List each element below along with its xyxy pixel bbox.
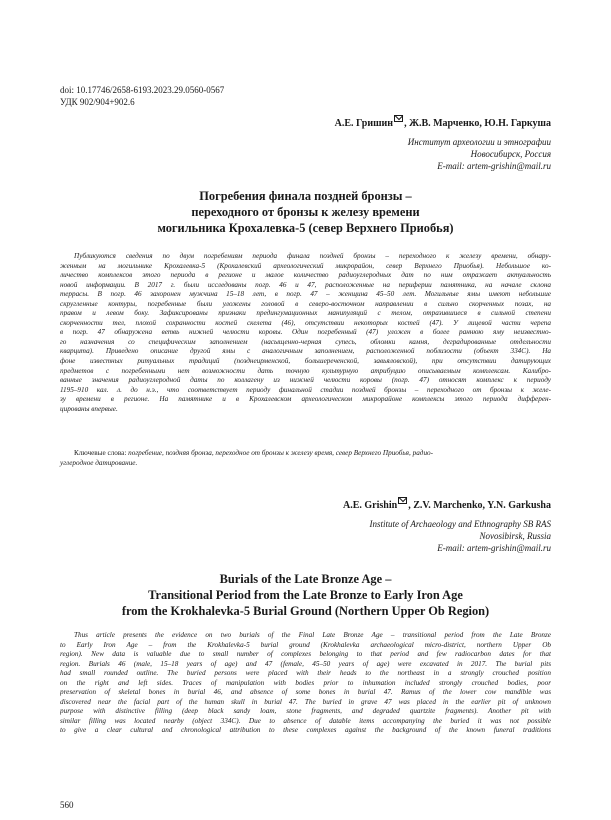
en-title <box>60 571 551 619</box>
article-metadata <box>60 84 224 108</box>
ru-abstract-line: фоне известных ритуальных традиций (позднеирменской, большереченской, завьяловской), при отсутствии датирующих <box>60 357 551 366</box>
ru-abstract-line: личество комплексов этого периода в регионе и малое количество радиоуглеродных дат по ним отражает актуальность <box>60 271 551 280</box>
ru-abstract-line: новой информации. В 2017 г. были исследованы погр. 46 и 47, расположенные на периферии памятника, на начале склона <box>60 280 551 289</box>
ru-abstract-line: женным на могильнике Крохалевка-5 (Крохалевский археологический микрорайон, север Верхнего Приобья). Небольшое ко- <box>60 261 551 270</box>
ru-abstract-line: террасы. В погр. 46 захоронен мужчина 15–18 лет, в погр. 47 – женщина 45–50 лет. Могильные ямы имеют небольшие <box>60 290 551 299</box>
ru-abstract-line: зу времени в регионе. На памятнике и в Крохалевском археологическом микрорайоне комплексы этого периода дифферен- <box>60 395 551 404</box>
ru-title-line: могильника Крохалевка-5 (север Верхнего Приобья) <box>157 221 454 235</box>
en-abstract-line: discovered near the facial part of the human skull in burial 47. The buried in grave 47 was placed in the earlier pit of unknown <box>60 697 551 706</box>
ru-abstract-line: ванные значения радиоуглеродной даты по коллагену из нижней челюсти коровы (погр. 47) относят комплекс к периоду <box>60 376 551 385</box>
ru-lead-author: А.Е. Гришин <box>334 118 394 129</box>
ru-abstract-line: скорченности тел, плохой сохранности костей скелета (46), отсутствии некоторых костей (47). У лицевой части черепа <box>60 318 551 327</box>
email-envelope-icon[interactable] <box>398 497 407 504</box>
ru-abstract-line: Публикуются сведения по двум погребениям периода финала поздней бронзы – переходного к железу времени, обнару- <box>74 252 551 260</box>
en-abstract-line: preservation of skeletal bones in burial 46, and absence of some bones in burial 47. Ramus of the lower cow mandible was <box>60 688 551 697</box>
en-abstract-line: to Early Iron Age – from the Krokhalevka-5 burial ground (Krokhalevka archaeological micro-district, northern Upper Ob <box>60 640 551 649</box>
en-city: Novosibirsk, Russia <box>479 531 551 541</box>
ru-keywords-line <box>60 449 551 459</box>
ru-keywords <box>60 449 551 468</box>
ru-title-line: переходного от бронзы к железу времени <box>191 205 420 219</box>
ru-affiliation <box>408 136 551 172</box>
ru-abstract-line: в погр. 47 обнаружена ветвь нижней челюсти коровы. Один погребенный (47) уложен в более раннюю яму неизвестно- <box>60 328 551 337</box>
ru-email[interactable]: E-mail: artem-grishin@mail.ru <box>437 161 551 171</box>
ru-abstract-line: скругленные контуры, погребенные были уложены головой в северо-восточном направлении в сильно скорченных позах, на <box>60 299 551 308</box>
en-abstract-line: region. Burials 46 (male, 15–18 years of age) and 47 (female, 45–50 years of age) were excavated in 2017. The burial pits <box>60 659 551 668</box>
en-abstract-line: had small rounded outline. The buried persons were placed with their heads to the northeast in a strongly crouched position <box>60 669 551 678</box>
en-email[interactable]: E-mail: artem-grishin@mail.ru <box>437 543 551 553</box>
doi[interactable]: doi: 10.17746/2658-6193.2023.29.0560-0567 <box>60 85 225 95</box>
ru-abstract-line: правом и левом боку. Зафиксированы признаки предингумационных манипуляций с телом, отразившиеся в сильной степени <box>60 309 551 318</box>
udk-code: УДК 902/904+902.6 <box>60 97 135 107</box>
ru-abstract-line: 1195–910 кал. л. до н.э., что соответствует периоду финальной стадии поздней бронзы – переходного от бронзы к желе- <box>60 385 551 394</box>
ru-authors <box>335 118 551 129</box>
en-abstract-line: on the right and left sides. Traces of manipulation with bodies prior to inhumation included strongly crouched bodies, poor <box>60 678 551 687</box>
en-abstract-line: to give a clear cultural and chronological attribution to these complexes against the background of the known funeral traditions <box>60 726 551 735</box>
en-abstract-line: region). New data is valuable due to small number of complexes belonging to that period and few radiocarbon dates for that <box>60 650 551 659</box>
ru-keywords-line <box>60 459 551 469</box>
en-authors <box>343 500 551 511</box>
en-title-line: Burials of the Late Bronze Age – <box>219 572 392 586</box>
ru-keywords-label: Ключевые слова: <box>74 449 127 457</box>
ru-keywords-text: погребение, поздняя бронза, переходное от бронзы к железу время, север Верхнего Приобья, радио- <box>126 449 434 457</box>
en-abstract <box>60 631 551 736</box>
ru-abstract-line: цированы впервые. <box>60 404 118 413</box>
en-affiliation <box>370 518 551 554</box>
en-abstract-line: purpose with distinctive filling (deep black sandy loam, stone fragments, and degraded quartzite fragments). Another pit with <box>60 707 551 716</box>
en-title-line: from the Krokhalevka-5 Burial Ground (Northern Upper Ob Region) <box>121 604 490 618</box>
ru-abstract <box>60 252 551 414</box>
en-lead-author: A.E. Grishin <box>343 500 398 511</box>
ru-institute: Институт археологии и этнографии <box>407 137 551 147</box>
ru-city: Новосибирск, Россия <box>470 149 551 159</box>
en-institute: Institute of Archaeology and Ethnography SB RAS <box>369 519 551 529</box>
ru-coauthors: , Ж.В. Марченко, Ю.Н. Гаркуша <box>404 118 551 129</box>
ru-abstract-line: кварцита). Приведено описание другой ямы с аналогичным заполнением, расположенной поблизости (объект 334С). На <box>60 347 551 356</box>
ru-title-line: Погребения финала поздней бронзы – <box>199 189 412 203</box>
ru-abstract-line: го назначения со специфическим заполнением (насыщенно-черная супесь, обломки камня, деградированные отдельности <box>60 337 551 346</box>
ru-title <box>60 188 551 236</box>
en-abstract-line: similar filling was located nearby (object 334C). Due to absence of datable items accompanying the buried it was not possible <box>60 716 551 725</box>
ru-abstract-line: предметов с погребенными нет возможности дать точную культурную атрибуцию описываемым комплексам. Калибро- <box>60 366 551 375</box>
en-title-line: Transitional Period from the Late Bronze to Early Iron Age <box>148 588 463 602</box>
ru-keywords-text: углеродное датирование. <box>60 458 138 467</box>
en-abstract-line: Thus article presents the evidence on two burials of the Final Late Bronze Age – transitional period from the Late Bronze <box>74 631 551 639</box>
email-envelope-icon[interactable] <box>394 115 403 122</box>
page-number: 560 <box>60 800 74 810</box>
en-coauthors: , Z.V. Marchenko, Y.N. Garkusha <box>408 500 551 511</box>
